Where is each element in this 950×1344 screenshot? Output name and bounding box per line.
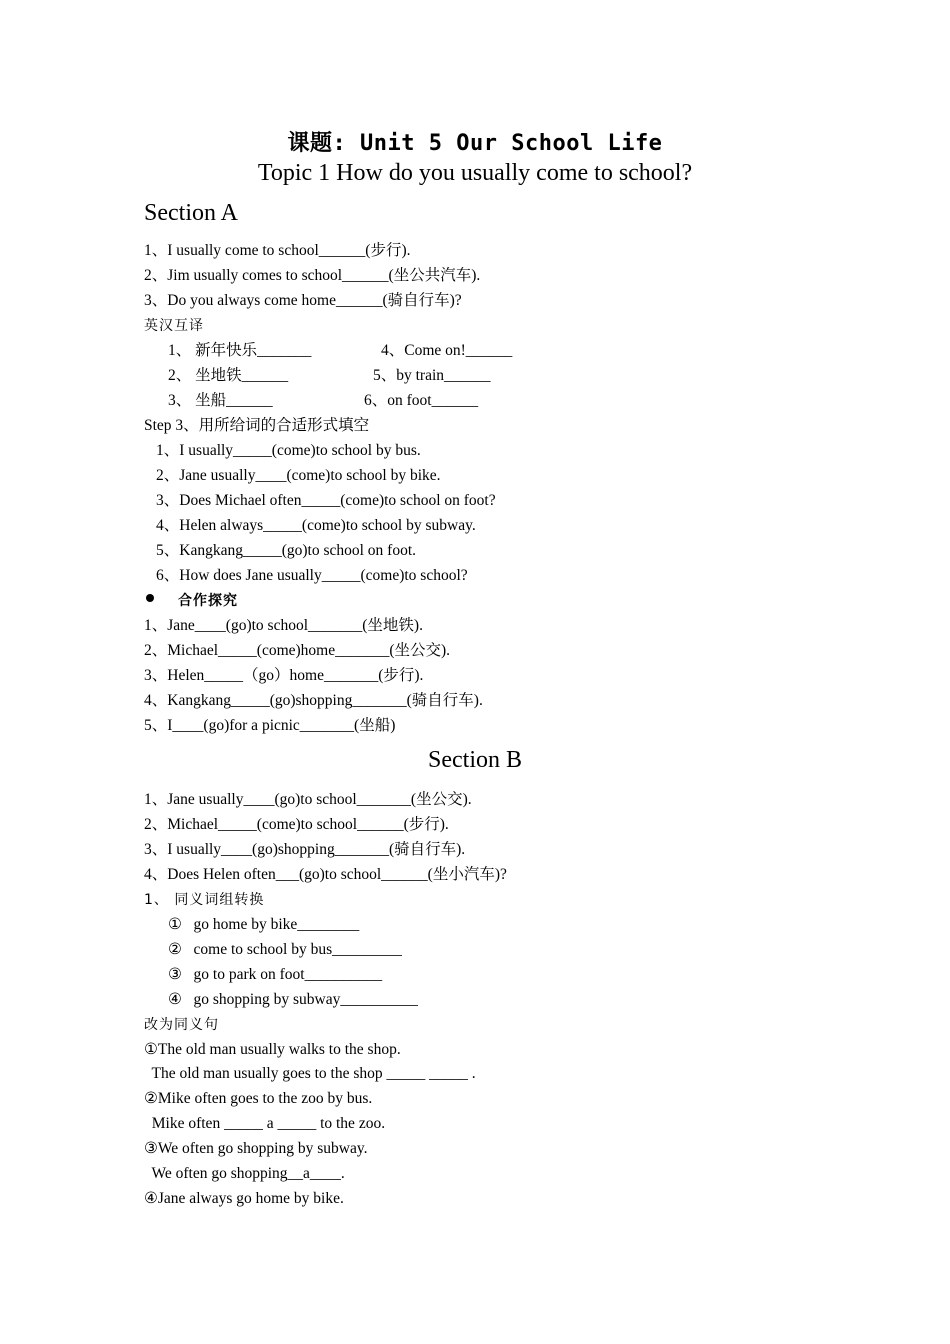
coop-heading: 合作探究: [178, 593, 238, 609]
translate-item: 3、 坐船______: [168, 392, 273, 409]
topic-title: Topic 1 How do you usually come to school?: [257, 160, 693, 186]
section-b-fill-line: 3、I usually____(go)shopping_______(骑自行车).: [144, 841, 466, 858]
translate-item: 6、on foot______: [364, 392, 479, 409]
translate-item: 1、 新年快乐_______: [168, 342, 312, 359]
rewrite-item: ②Mike often goes to the zoo by bus.: [144, 1090, 373, 1107]
lesson-title: 课题: Unit 5 Our School Life: [287, 131, 663, 156]
synonym-heading: 1、 同义词组转换: [144, 892, 265, 908]
rewrite-item: The old man usually goes to the shop _____ _____ .: [144, 1065, 476, 1082]
translate-heading: 英汉互译: [144, 318, 204, 334]
section-a-heading: Section A: [144, 200, 238, 226]
rewrite-item: Mike often _____ a _____ to the zoo.: [144, 1115, 386, 1132]
section-a-fill-line: 2、Jim usually comes to school______(坐公共汽车).: [144, 267, 481, 284]
step3-item: 5、Kangkang_____(go)to school on foot.: [156, 542, 417, 559]
bullet-dot-icon: [146, 594, 154, 602]
step3-item: 2、Jane usually____(come)to school by bike.: [156, 467, 441, 484]
coop-item: 3、Helen_____（go）home_______(步行).: [144, 667, 424, 684]
rewrite-item: ①The old man usually walks to the shop.: [144, 1041, 401, 1058]
coop-item: 1、Jane____(go)to school_______(坐地铁).: [144, 617, 423, 634]
rewrite-item: ④Jane always go home by bike.: [144, 1190, 344, 1207]
step3-item: 4、Helen always_____(come)to school by subway.: [156, 517, 476, 534]
synonym-item: ② come to school by bus_________: [168, 941, 402, 958]
section-b-fill-line: 4、Does Helen often___(go)to school______(坐小汽车)?: [144, 866, 507, 883]
synonym-item: ① go home by bike________: [168, 916, 360, 933]
rewrite-item: ③We often go shopping by subway.: [144, 1140, 368, 1157]
section-b-fill-line: 1、Jane usually____(go)to school_______(坐公交).: [144, 791, 472, 808]
step3-heading: Step 3、用所给词的合适形式填空: [144, 417, 370, 434]
section-b-fill-line: 2、Michael_____(come)to school______(步行).: [144, 816, 449, 833]
rewrite-heading: 改为同义句: [144, 1017, 219, 1033]
synonym-item: ③ go to park on foot__________: [168, 966, 383, 983]
step3-item: 6、How does Jane usually_____(come)to school?: [156, 567, 468, 584]
translate-item: 2、 坐地铁______: [168, 367, 289, 384]
section-a-fill-line: 1、I usually come to school______(步行).: [144, 242, 411, 259]
section-a-fill-line: 3、Do you always come home______(骑自行车)?: [144, 292, 462, 309]
step3-item: 1、I usually_____(come)to school by bus.: [156, 442, 421, 459]
coop-item: 5、I____(go)for a picnic_______(坐船): [144, 717, 396, 734]
translate-item: 4、Come on!______: [381, 342, 513, 359]
translate-item: 5、by train______: [373, 367, 491, 384]
section-b-heading: Section B: [428, 747, 522, 773]
step3-item: 3、Does Michael often_____(come)to school on foot?: [156, 492, 496, 509]
rewrite-item: We often go shopping__a____.: [144, 1165, 345, 1182]
synonym-item: ④ go shopping by subway__________: [168, 991, 418, 1008]
coop-item: 2、Michael_____(come)home_______(坐公交).: [144, 642, 451, 659]
coop-item: 4、Kangkang_____(go)shopping_______(骑自行车).: [144, 692, 483, 709]
